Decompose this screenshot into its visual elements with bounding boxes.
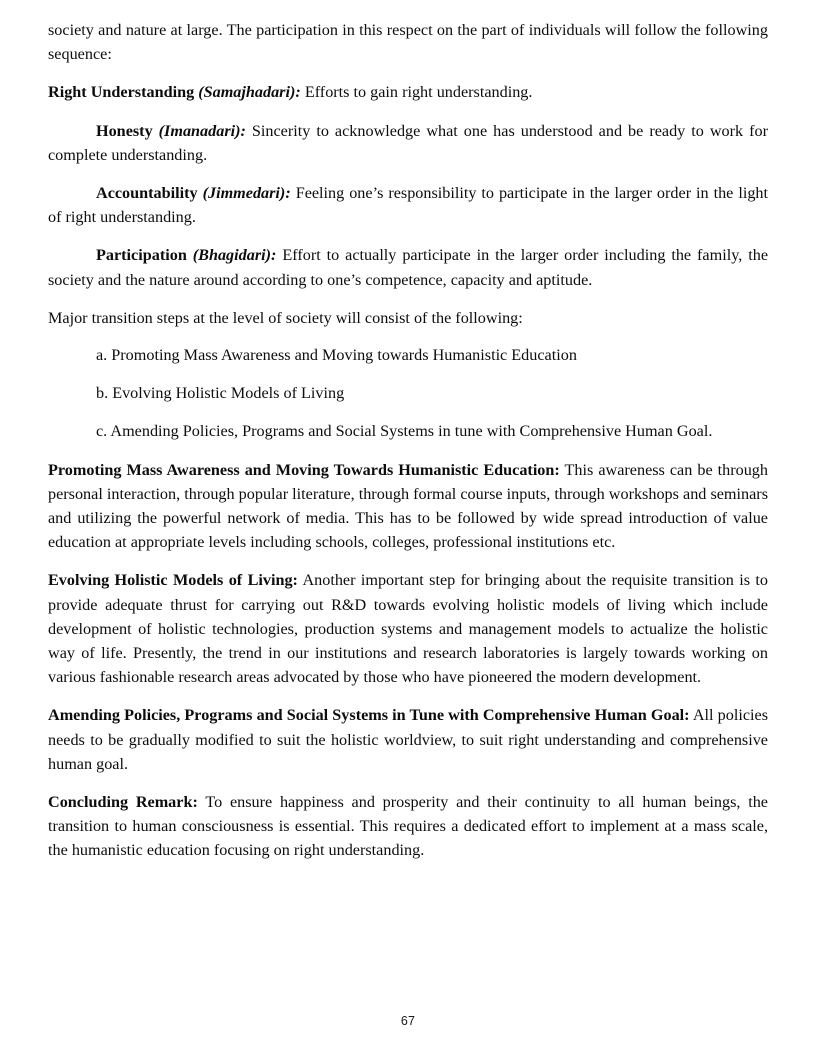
section-body: To ensure happiness and prosperity and their continuity to all human beings, the transition to human consciousness is essential. This requires a dedicated effort to implement at a mass scale, the humanistic education focusing on right understanding. [48, 793, 768, 860]
page-content [48, 18, 768, 877]
list-item: a. Promoting Mass Awareness and Moving towards Humanistic Education [96, 346, 577, 365]
section-promoting-mass-awareness [48, 458, 768, 555]
paragraph-intro [48, 18, 768, 66]
paragraph-major-transition-lead [48, 306, 768, 330]
right-understanding-label: Right Understanding [48, 83, 195, 102]
section-evolving-holistic-models [48, 568, 768, 689]
honesty-label: Honesty [96, 121, 153, 140]
right-understanding-body: Efforts to gain right understanding. [304, 83, 533, 102]
honesty-term: (Imanadari): [158, 121, 246, 140]
list-item: c. Amending Policies, Programs and Social Systems in tune with Comprehensive Human Goal. [96, 422, 713, 441]
major-transition-text: Major transition steps at the level of society will consist of the following: [48, 308, 523, 327]
participation-body: Effort to actually participate in the larger order including the family, the society and the nature around according to one’s competence, capacity and aptitude. [48, 246, 768, 289]
paragraph-right-understanding [48, 80, 768, 104]
section-body: Another important step for bringing about the requisite transition is to provide adequate thrust for carrying out R&D towards evolving holistic models of living which include development of holistic technologies, production systems and management models to actualize the holistic way of life. Presently, the trend in our institutions and research laboratories is largely towards working on various fashionable research areas advocated by those who have pioneered the modern development. [48, 571, 768, 687]
honesty-body: Sincerity to acknowledge what one has understood and be ready to work for complete understanding. [48, 121, 768, 164]
intro-text: society and nature at large. The participation in this respect on the part of individuals will follow the following sequence: [48, 21, 768, 64]
participation-label: Participation [96, 246, 187, 265]
section-heading: Evolving Holistic Models of Living: [48, 571, 298, 590]
accountability-term: (Jimmedari): [202, 184, 291, 203]
section-amending-policies [48, 703, 768, 776]
accountability-label: Accountability [96, 184, 198, 203]
list-item: b. Evolving Holistic Models of Living [96, 384, 345, 403]
section-concluding-remark [48, 790, 768, 863]
right-understanding-term: (Samajhadari): [198, 83, 301, 102]
section-heading: Amending Policies, Programs and Social Systems in Tune with Comprehensive Human Goal: [48, 706, 690, 725]
section-body: This awareness can be through personal interaction, through popular literature, through formal course inputs, through workshops and seminars and utilizing the powerful network of media. This has to be followed by wide spread introduction of value education at appropriate levels including schools, colleges, professional institutions etc. [48, 460, 768, 552]
accountability-body: Feeling one’s responsibility to participate in the larger order in the light of right understanding. [48, 184, 769, 227]
section-body: All policies needs to be gradually modified to suit the holistic worldview, to suit right understanding and comprehensive human goal. [48, 706, 768, 773]
paragraph-honesty [48, 119, 768, 167]
paragraph-participation [48, 243, 768, 291]
page-number: 67 [400, 1014, 416, 1028]
participation-term: (Bhagidari): [192, 246, 277, 265]
paragraph-accountability [48, 181, 768, 229]
section-heading: Promoting Mass Awareness and Moving Towards Humanistic Education: [48, 460, 560, 479]
section-heading: Concluding Remark: [48, 793, 198, 812]
